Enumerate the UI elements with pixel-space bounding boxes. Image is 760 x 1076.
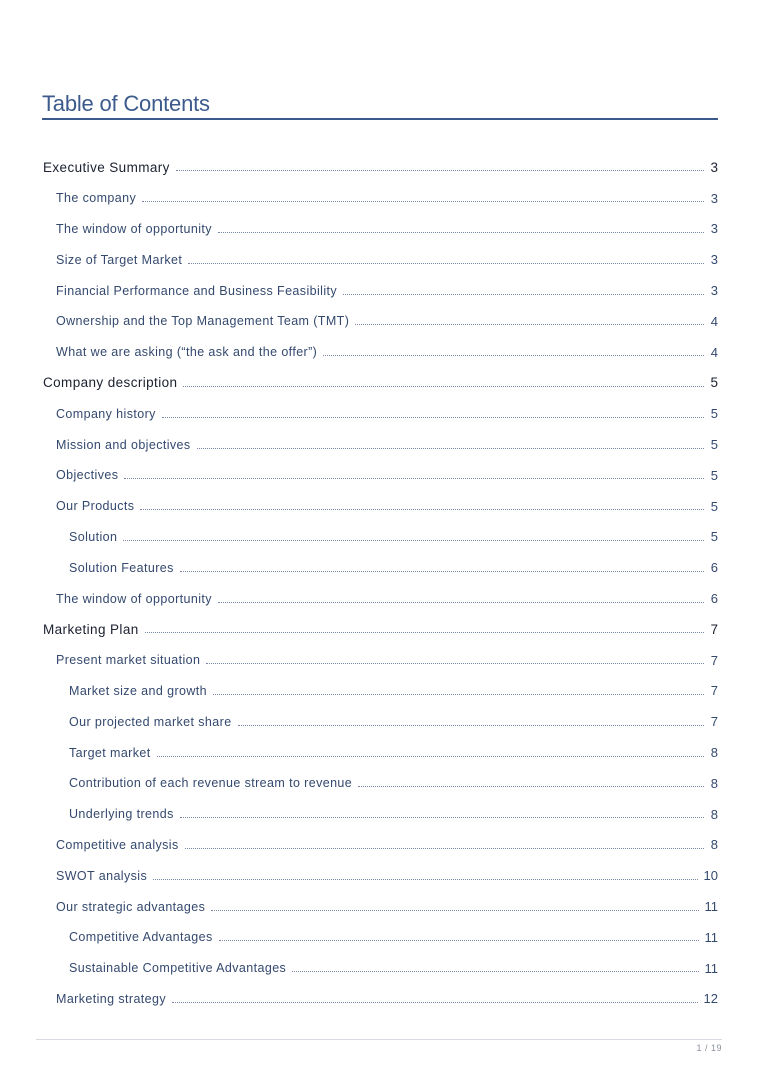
toc-entry-level-1[interactable] [0,152,760,183]
toc-entry-page-number: 3 [710,252,718,268]
toc-entry-label: The window of opportunity [56,221,212,236]
toc-entry-label: Ownership and the Top Management Team (TMT) [56,314,350,329]
toc-entry-label: The window of opportunity [56,591,212,606]
toc-entry-page-number: 10 [703,868,718,884]
dot-leader [343,285,704,297]
toc-entry-page-number: 11 [704,899,718,915]
toc-entry-label: Size of Target Market [56,252,183,267]
toc-entry-label: Executive Summary [43,159,170,175]
toc-entry-page-number: 4 [710,313,718,329]
dot-leader [213,685,704,697]
toc-entry-level-2[interactable] [0,860,760,891]
toc-entry-level-2[interactable] [0,429,760,460]
dot-leader [172,993,698,1005]
dot-leader [355,315,704,327]
toc-entry-level-3[interactable] [0,922,760,953]
dot-leader [140,500,704,512]
toc-entry-label: Our projected market share [69,714,232,729]
toc-entry-page-number: 4 [710,344,718,360]
toc-entry-label: Mission and objectives [56,437,191,452]
toc-entry-level-2[interactable] [0,645,760,676]
toc-entry-page-number: 8 [710,745,718,761]
dot-leader [180,808,704,820]
toc-entry-label: Contribution of each revenue stream to revenue [69,776,353,791]
toc-entry-label: Marketing strategy [56,991,167,1006]
toc-entry-label: Company history [56,406,156,421]
dot-leader [238,716,704,728]
toc-entry-page-number: 5 [710,437,718,453]
dot-leader [123,531,704,543]
toc-entry-page-number: 7 [710,652,718,668]
toc-entry-label: Company description [43,375,178,391]
dot-leader [183,377,704,389]
toc-entry-page-number: 6 [710,560,718,576]
toc-entry-label: Target market [69,745,151,760]
toc-entry-label: Our strategic advantages [56,899,206,914]
toc-entry-label: What we are asking (“the ask and the offer”) [56,345,318,360]
toc-entry-label: Present market situation [56,653,201,668]
toc-entry-level-3[interactable] [0,676,760,707]
toc-entry-page-number: 5 [710,498,718,514]
toc-entry-page-number: 5 [710,529,718,545]
page-number-footer: 1 / 19 [696,1043,722,1053]
dot-leader [180,562,704,574]
dot-leader [211,901,698,913]
toc-entry-level-1[interactable] [0,614,760,645]
toc-entry-label: Competitive analysis [56,837,179,852]
dot-leader [218,223,704,235]
toc-entry-level-2[interactable] [0,306,760,337]
toc-entry-level-3[interactable] [0,737,760,768]
toc-entry-page-number: 11 [704,929,718,945]
toc-entry-page-number: 7 [710,714,718,730]
toc-list [0,152,760,1014]
toc-entry-page-number: 8 [710,837,718,853]
toc-entry-level-3[interactable] [0,522,760,553]
toc-entry-label: Underlying trends [69,807,174,822]
page-title: Table of Contents [42,91,210,116]
toc-entry-page-number: 11 [704,960,718,976]
dot-leader [292,962,698,974]
title-divider [42,118,718,120]
toc-entry-label: Competitive Advantages [69,930,213,945]
toc-entry-label: Solution [69,529,118,544]
dot-leader [176,161,704,173]
dot-leader [162,408,704,420]
dot-leader [124,469,704,481]
toc-entry-level-2[interactable] [0,337,760,368]
toc-entry-page-number: 5 [710,375,718,391]
toc-entry-level-2[interactable] [0,830,760,861]
dot-leader [185,839,704,851]
toc-entry-level-2[interactable] [0,244,760,275]
toc-entry-label: Market size and growth [69,683,208,698]
dot-leader [218,593,704,605]
dot-leader [157,747,704,759]
toc-entry-level-2[interactable] [0,984,760,1015]
toc-entry-label: The company [56,191,137,206]
dot-leader [206,654,704,666]
toc-entry-label: Sustainable Competitive Advantages [69,961,287,976]
toc-entry-page-number: 7 [710,621,718,637]
toc-entry-page-number: 5 [710,406,718,422]
toc-entry-level-3[interactable] [0,799,760,830]
footer-divider [36,1039,722,1040]
toc-entry-level-2[interactable] [0,183,760,214]
dot-leader [142,192,704,204]
toc-entry-level-2[interactable] [0,891,760,922]
toc-entry-level-2[interactable] [0,275,760,306]
toc-entry-page-number: 12 [703,991,718,1007]
toc-entry-page-number: 6 [710,591,718,607]
dot-leader [358,777,704,789]
dot-leader [153,870,697,882]
toc-entry-page-number: 7 [710,683,718,699]
toc-entry-page-number: 3 [710,283,718,299]
toc-entry-level-2[interactable] [0,491,760,522]
toc-entry-label: Solution Features [69,560,174,575]
dot-leader [197,439,704,451]
toc-entry-label: Objectives [56,468,119,483]
toc-entry-page-number: 8 [710,775,718,791]
toc-entry-page-number: 3 [710,159,718,175]
toc-entry-page-number: 3 [710,190,718,206]
toc-entry-label: Our Products [56,499,135,514]
toc-entry-page-number: 5 [710,467,718,483]
toc-entry-page-number: 3 [710,221,718,237]
toc-entry-level-3[interactable] [0,706,760,737]
dot-leader [145,623,704,635]
toc-entry-level-2[interactable] [0,214,760,245]
dot-leader [323,346,704,358]
toc-entry-level-3[interactable] [0,953,760,984]
toc-entry-label: Financial Performance and Business Feasibility [56,283,338,298]
toc-entry-level-1[interactable] [0,368,760,399]
toc-entry-level-3[interactable] [0,768,760,799]
toc-entry-page-number: 8 [710,806,718,822]
toc-entry-level-2[interactable] [0,460,760,491]
dot-leader [219,931,699,943]
toc-entry-label: Marketing Plan [43,621,139,637]
toc-entry-level-2[interactable] [0,398,760,429]
toc-entry-label: SWOT analysis [56,868,148,883]
toc-entry-level-2[interactable] [0,583,760,614]
toc-entry-level-3[interactable] [0,552,760,583]
dot-leader [188,254,704,266]
